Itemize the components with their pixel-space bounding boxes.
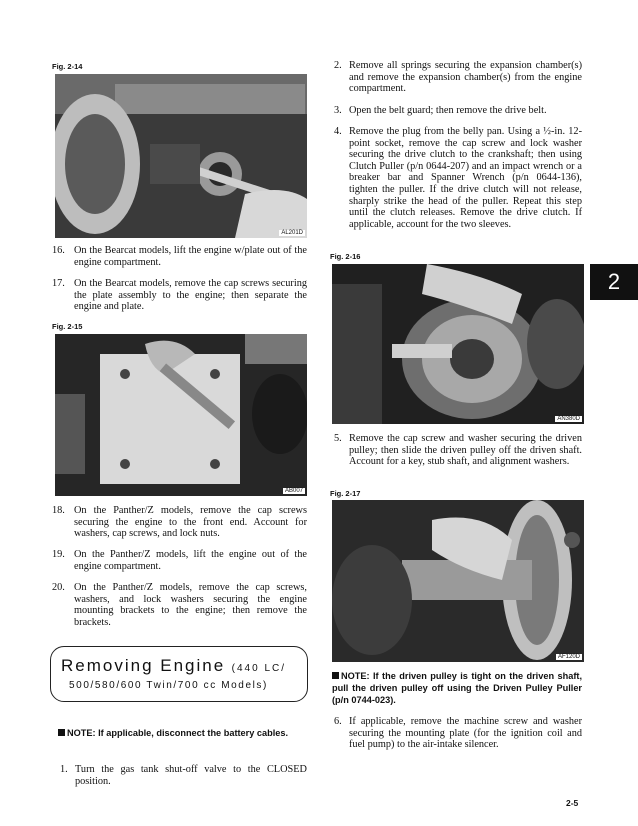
section-title-paren: (440 LC/	[231, 663, 287, 674]
step-text: Turn the gas tank shut-off valve to the CLOSED position.	[75, 764, 307, 787]
step-1	[60, 764, 307, 787]
step-text: On the Panther/Z models, lift the engine out of the engine compartment.	[74, 549, 307, 572]
drive-clutch-photo	[332, 264, 584, 424]
note-text: NOTE: If the driven pulley is tight on the driven shaft, pull the driven pulley off using the Driven Pulley Puller (p/n 0744-023).	[332, 671, 582, 705]
step-4	[334, 126, 582, 230]
step-text: Remove all springs securing the expansion chamber(s) and remove the expansion chamber(s) from the engine compartment.	[349, 60, 582, 95]
step-number: 17.	[52, 278, 65, 289]
step-number: 18.	[52, 505, 65, 516]
figure-code: AF120D	[557, 654, 580, 660]
note-driven-pulley	[332, 670, 582, 706]
step-number: 2.	[334, 60, 342, 71]
step-text: Open the belt guard; then remove the drive belt.	[349, 105, 547, 116]
figure-code: AN380D	[557, 416, 580, 422]
step-text: If applicable, remove the machine screw and washer securing the mounting plate (for the ignition coil and fuel pump) to the air-intake silencer.	[349, 716, 582, 751]
chapter-tab: 2	[590, 264, 638, 300]
step-text: On the Panther/Z models, remove the cap screws, washers, and lock washers securing the engine mounting brackets to the engine; then remove the brackets.	[74, 582, 307, 628]
section-title-main: Removing Engine	[61, 656, 226, 675]
step-number: 19.	[52, 549, 65, 560]
step-18	[52, 505, 307, 540]
engine-plate-photo	[55, 334, 307, 496]
engine-wrench-photo	[55, 74, 307, 238]
section-heading-box	[50, 646, 308, 702]
section-title-line2: 500/580/600 Twin/700 cc Models)	[69, 680, 268, 691]
step-number: 20.	[52, 582, 65, 593]
step-text: Remove the cap screw and washer securing the driven pulley; then slide the driven pulley off the driven shaft. Account for a key, stub shaft, and alignment washers.	[349, 433, 582, 468]
step-text: Remove the plug from the belly pan. Using a ½-in. 12-point socket, remove the cap screw and lock washer securing the drive clutch to the crankshaft; then using Clutch Puller (p/n 0644-207) and an impact wrench or a breaker bar and Spanner Wrench (p/n 0644-136), tighten the puller. If the drive clutch will not release, sharply strike the head of the puller. Repeat this step until the clutch releases. Remove the drive clutch. If applicable, account for the two sleeves.	[349, 126, 582, 230]
step-5	[334, 433, 582, 468]
note-battery	[58, 727, 308, 739]
step-number: 6.	[334, 716, 342, 727]
step-19	[52, 549, 307, 572]
driven-pulley-photo	[332, 500, 584, 662]
step-text: On the Panther/Z models, remove the cap screws securing the engine to the front end. Account for washers, cap screws, and lock nuts.	[74, 505, 307, 540]
page-number: 2-5	[566, 798, 579, 808]
figure-label: Fig. 2-16	[330, 252, 361, 261]
step-number: 1.	[60, 764, 68, 775]
step-3	[334, 105, 582, 117]
note-square-icon	[58, 729, 65, 736]
note-square-icon	[332, 672, 339, 679]
figure-code: AB007	[284, 488, 303, 494]
step-16	[52, 245, 307, 268]
step-number: 5.	[334, 433, 342, 444]
step-number: 3.	[334, 105, 342, 116]
note-text: NOTE: If applicable, disconnect the battery cables.	[67, 728, 289, 738]
step-2	[334, 60, 582, 95]
step-text: On the Bearcat models, lift the engine w/plate out of the engine compartment.	[74, 245, 307, 268]
step-17	[52, 278, 307, 313]
section-title	[61, 656, 286, 676]
step-20	[52, 582, 307, 628]
step-number: 4.	[334, 126, 342, 137]
step-text: On the Bearcat models, remove the cap screws securing the plate assembly to the engine; then separate the engine and plate.	[74, 278, 307, 313]
step-6	[334, 716, 582, 751]
step-number: 16.	[52, 245, 65, 256]
figure-code: AL201D	[281, 230, 303, 236]
figure-label: Fig. 2-14	[52, 62, 83, 71]
figure-label: Fig. 2-17	[330, 489, 361, 498]
figure-label: Fig. 2-15	[52, 322, 83, 331]
